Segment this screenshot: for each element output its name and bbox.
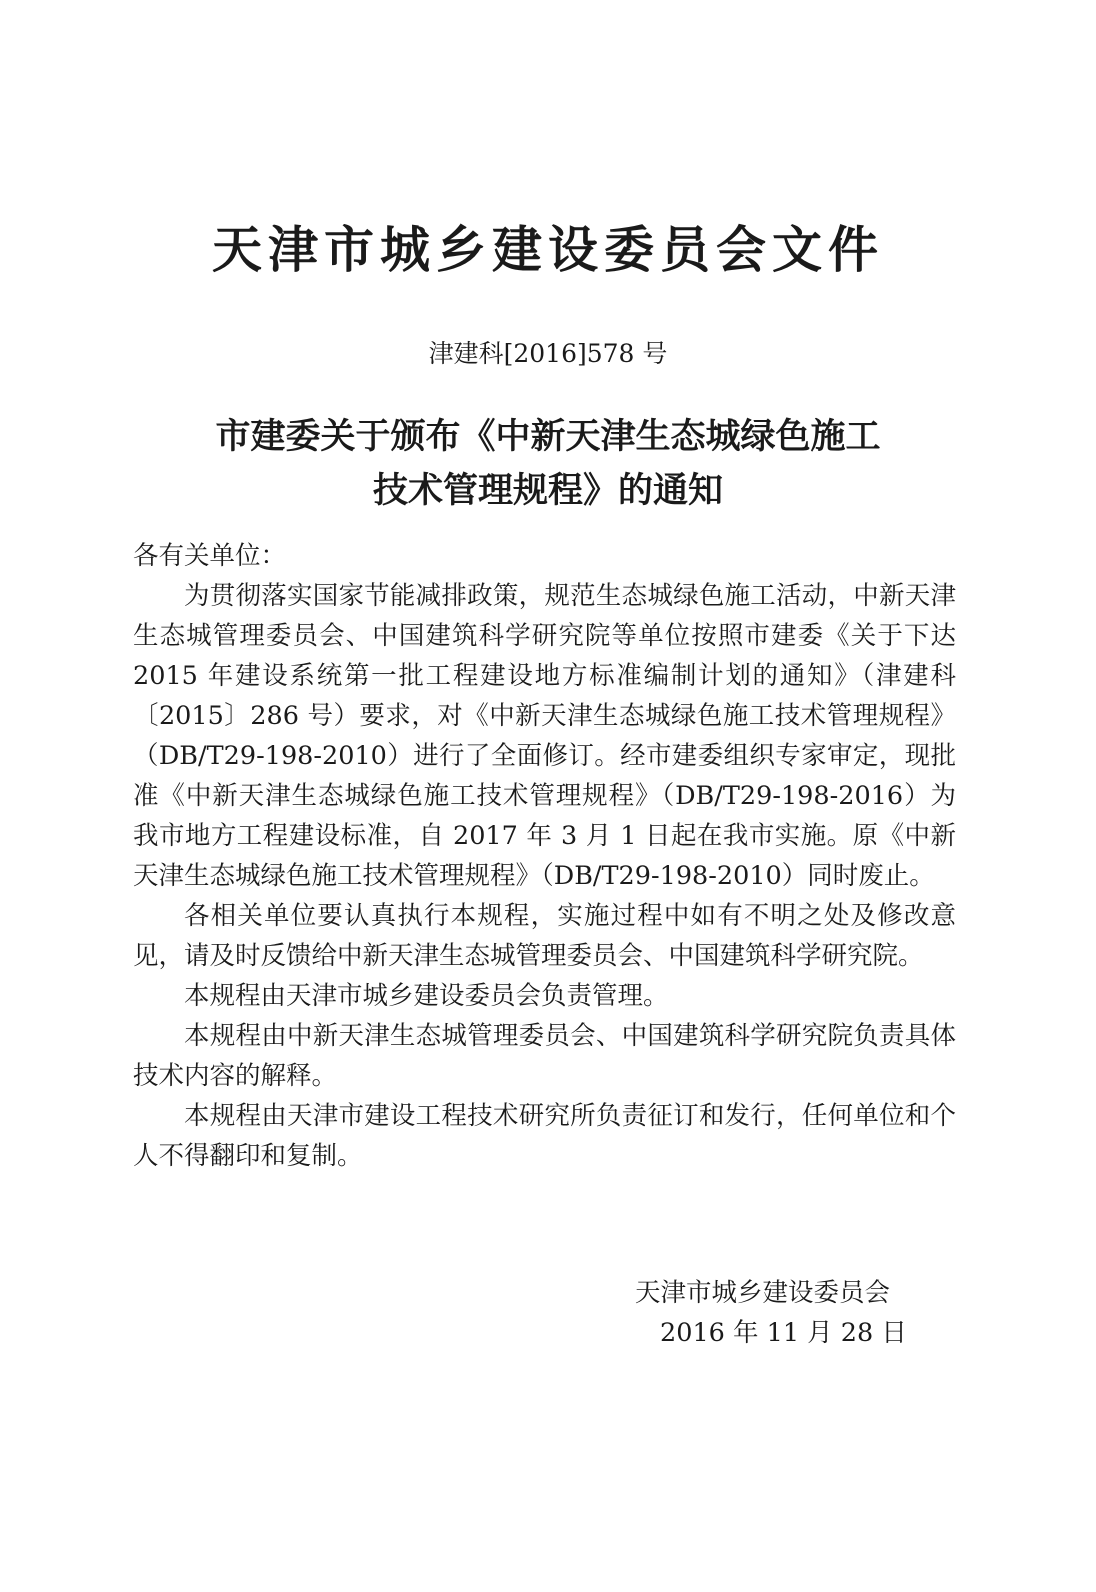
- notice-body: [133, 536, 956, 1176]
- paragraph-revision: 为贯彻落实国家节能减排政策，规范生态城绿色施工活动，中新天津生态城管理委员会、中国建筑科学研究院等单位按照市建委《关于下达 2015 年建设系统第一批工程建设地方标准编制计划的通知》（津建科〔2015〕286 号）要求，对《中新天津生态城绿色施工技术管理规程》（DB/T29-198-2010）进行了全面修订。经市建委组织专家审定，现批准《中新天津生态城绿色施工技术管理规程》（DB/T29-198-2016）为我市地方工程建设标准，自 2017 年 3 月 1 日起在我市实施。原《中新天津生态城绿色施工技术管理规程》（DB/T29-198-2010）同时废止。: [133, 581, 956, 891]
- signature-date: 2016 年 11 月 28 日: [660, 1318, 907, 1348]
- salutation: 各有关单位：: [133, 541, 287, 571]
- notice-title-line-2: 技术管理规程》的通知: [372, 471, 723, 511]
- notice-title: [0, 410, 1096, 518]
- document-number: 津建科[2016]578 号: [428, 339, 668, 368]
- signature-organization: 天津市城乡建设委员会: [635, 1278, 891, 1308]
- notice-title-line-1: 市建委关于颁布《中新天津生态城绿色施工: [215, 417, 881, 457]
- agency-title: 天津市城乡建设委员会文件: [212, 221, 884, 279]
- paragraph-distribution: 本规程由天津市建设工程技术研究所负责征订和发行，任何单位和个人不得翻印和复制。: [133, 1101, 956, 1171]
- paragraph-management: 本规程由天津市城乡建设委员会负责管理。: [184, 981, 669, 1011]
- paragraph-interpretation: 本规程由中新天津生态城管理委员会、中国建筑科学研究院负责具体技术内容的解释。: [133, 1021, 956, 1091]
- signature-block: [560, 1273, 980, 1353]
- paragraph-feedback: 各相关单位要认真执行本规程，实施过程中如有不明之处及修改意见，请及时反馈给中新天津生态城管理委员会、中国建筑科学研究院。: [133, 901, 956, 971]
